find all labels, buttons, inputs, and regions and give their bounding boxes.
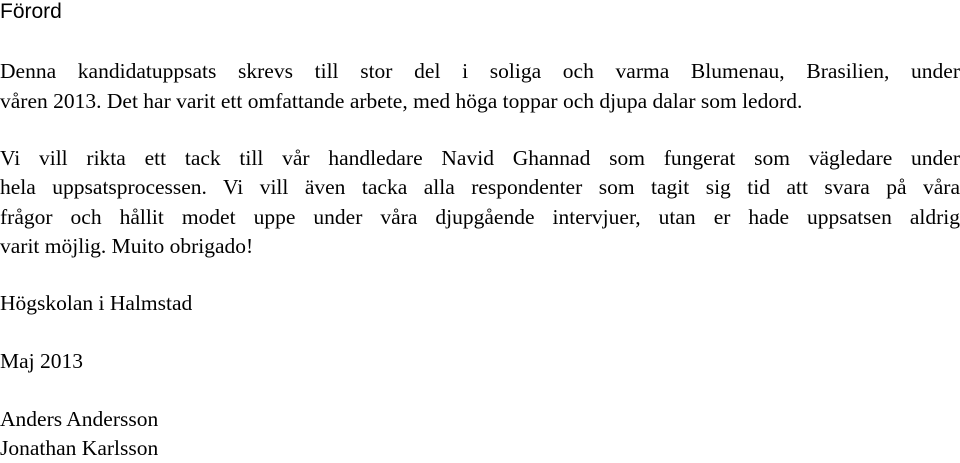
paragraph-line: Vi vill rikta ett tack till vår handledare Navid Ghannad som fungerat som vägledare under [0, 146, 960, 170]
document-date: Maj 2013 [0, 349, 84, 373]
paragraph-line: Denna kandidatuppsats skrevs till stor del i soliga och varma Blumenau, Brasilien, under [0, 59, 960, 83]
institution-name: Högskolan i Halmstad [0, 291, 193, 315]
paragraph-line: varit möjlig. Muito obrigado! [0, 234, 254, 258]
paragraph-line: våren 2013. Det har varit ett omfattande arbete, med höga toppar och djupa dalar som ledord. [0, 89, 803, 113]
page-title: Förord [0, 0, 62, 23]
paragraph-line: hela uppsatsprocessen. Vi vill även tacka alla respondenter som tagit sig tid att svara på våra [0, 175, 960, 199]
author-name: Jonathan Karlsson [0, 436, 159, 460]
paragraph-line: frågor och hållit modet uppe under våra djupgående intervjuer, utan er hade uppsatsen aldrig [0, 205, 960, 229]
author-name: Anders Andersson [0, 407, 159, 431]
